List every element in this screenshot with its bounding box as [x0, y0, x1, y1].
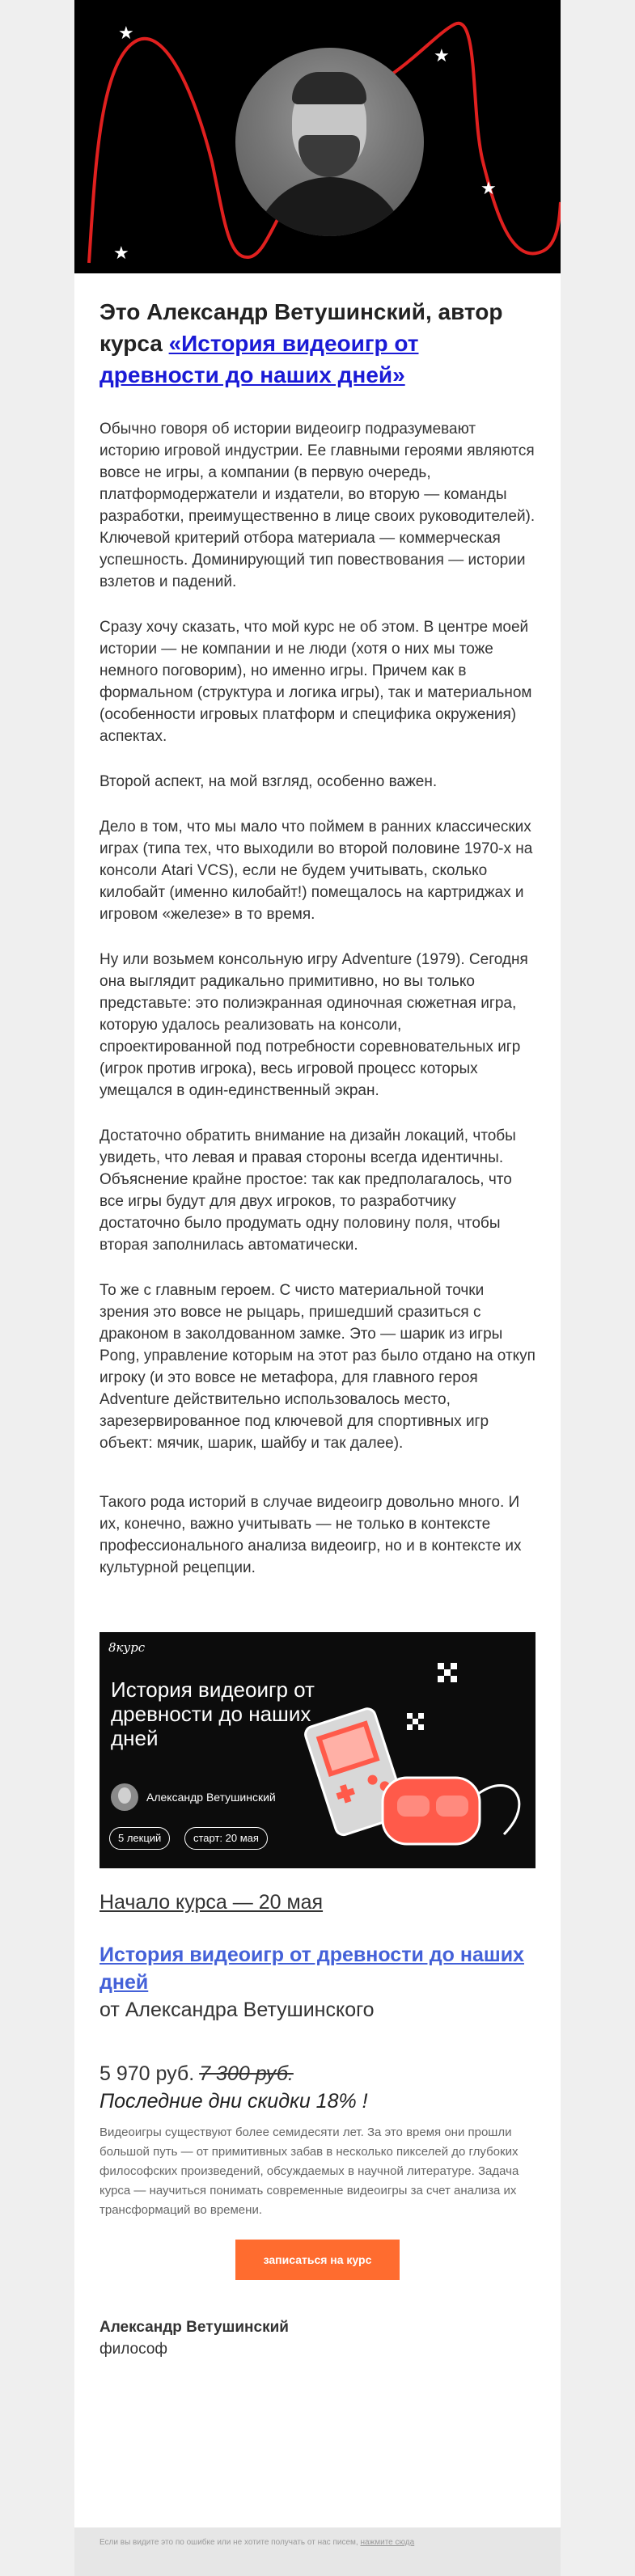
paragraph: Дело в том, что мы мало что поймем в ранних классических играх (типа тех, что выходили во второй половине 1970-х на консоли Atari VCS), если не будем учитывать, сколько килобайт (именно килобайт!) помещалось на картриджах и игровом «железе» в то время. [99, 818, 533, 923]
discount-text: Последние дни скидки 18% ! [99, 2090, 368, 2113]
unsubscribe-link[interactable]: нажмите сюда [360, 2538, 415, 2547]
content [74, 273, 561, 2361]
article-body [99, 418, 536, 1579]
footer [74, 2527, 561, 2576]
price-old: 7 300 руб. [199, 2062, 294, 2085]
course-link[interactable]: История видеоигр от древности до наших дней [99, 1944, 524, 1994]
course-author-line: от Александра Ветушинского [99, 1999, 375, 2021]
paragraph: Ну или возьмем консольную игру Adventure (1979). Сегодня она выглядит радикально примитивно, но вы только представьте: это полиэкранная одиночная сюжетная игра, которую удалось реализовать на консоли, спроектированной под потребности соревновательных игр (игрок против игрока), весь игровой процесс которых умещался в один-единственный экран. [99, 951, 528, 1099]
banner-logo: 8курс [108, 1640, 146, 1655]
page-title: Это Александр Ветушинский, автор курса «История видеоигр от древности до наших дней» [99, 299, 503, 387]
banner-title: История видеоигр от древности до наших дней [111, 1677, 315, 1750]
course-banner[interactable] [99, 1632, 536, 1868]
star-icon: ★ [118, 23, 134, 44]
paragraph: Достаточно обратить внимание на дизайн локаций, чтобы увидеть, что левая и правая стороны всегда идентичны. Объяснение крайне простое: так как предполагалось, что все игры будут для двух игроков, то разработчику достаточно было продумать одну половину поля, чтобы вторая заполнилась автоматически. [99, 1127, 516, 1254]
enroll-button[interactable]: записаться на курс [235, 2240, 400, 2280]
banner-author: Александр Ветушинский [146, 1791, 276, 1804]
star-icon: ★ [434, 46, 450, 66]
footer-text: Если вы видите это по ошибке или не хотите получать от нас писем, нажмите сюда [99, 2538, 415, 2547]
star-icon: ★ [480, 179, 497, 199]
author-portrait [235, 48, 424, 236]
email-sheet [74, 0, 561, 2576]
paragraph: Обычно говоря об истории видеоигр подразумевают историю игровой индустрии. Ее главными героями являются вовсе не игры, а компании (в первую очередь, платформодержатели и издатели, во вторую — команды разработки, преимущественно в лице своих руководителей). Ключевой критерий отбора материала — коммерческая успешность. Доминирующий тип повествования — истории взлетов и падений. [99, 421, 536, 590]
avatar [111, 1783, 138, 1811]
lectures-pill: 5 лекций [109, 1827, 170, 1850]
paragraph: Сразу хочу сказать, что мой курс не об этом. В центре моей истории — не компании и не люди (хотя о них мы тоже немного поговорим), но именно игры. Причем как в формальном (структура и логика игры), так и материальном (особенности игровых платформ и специфика окружения) аспектах. [99, 619, 532, 745]
signature-role: философ [99, 2341, 168, 2358]
paragraph: То же с главным героем. С чисто материальной точки зрения это вовсе не рыцарь, пришедший сразиться с драконом в заколдованном замке. Это — шарик из игры Pong, управление которым на этот раз было отдано на откуп игроку (и это вовсе не метафора, для главного героя Adventure действительно использовалось место, зарезервированное под ключевой для спортивных игр объект: мячик, шарик, шайбу и так далее). [99, 1282, 536, 1452]
signature-name: Александр Ветушинский [99, 2319, 289, 2336]
course-start-date: Начало курса — 20 мая [99, 1891, 324, 1914]
cta-wrapper [99, 2240, 536, 2280]
price-current: 5 970 руб. [99, 2062, 195, 2085]
price-line [99, 2060, 536, 2087]
start-pill: старт: 20 мая [184, 1827, 268, 1850]
paragraph: Второй аспект, на мой взгляд, особенно важен. [99, 773, 438, 790]
paragraph: Такого рода историй в случае видеоигр довольно много. И их, конечно, важно учитывать — не только в контексте профессионального анализа видеоигр, но и в контексте их культурной рецепции. [99, 1494, 522, 1576]
hero-banner [74, 0, 561, 273]
star-icon: ★ [113, 243, 129, 264]
course-title-link[interactable]: «История видеоигр от древности до наших дней» [99, 331, 419, 387]
course-description: Видеоигры существуют более семидесяти лет. За это время они прошли большой путь — от примитивных забав в несколько пикселей до глубоких философских произведений, обсуждаемых в научной литературе. Задача курса — научиться понимать современные видеоигры за счет анализа их трансформаций во времени. [99, 2126, 519, 2217]
